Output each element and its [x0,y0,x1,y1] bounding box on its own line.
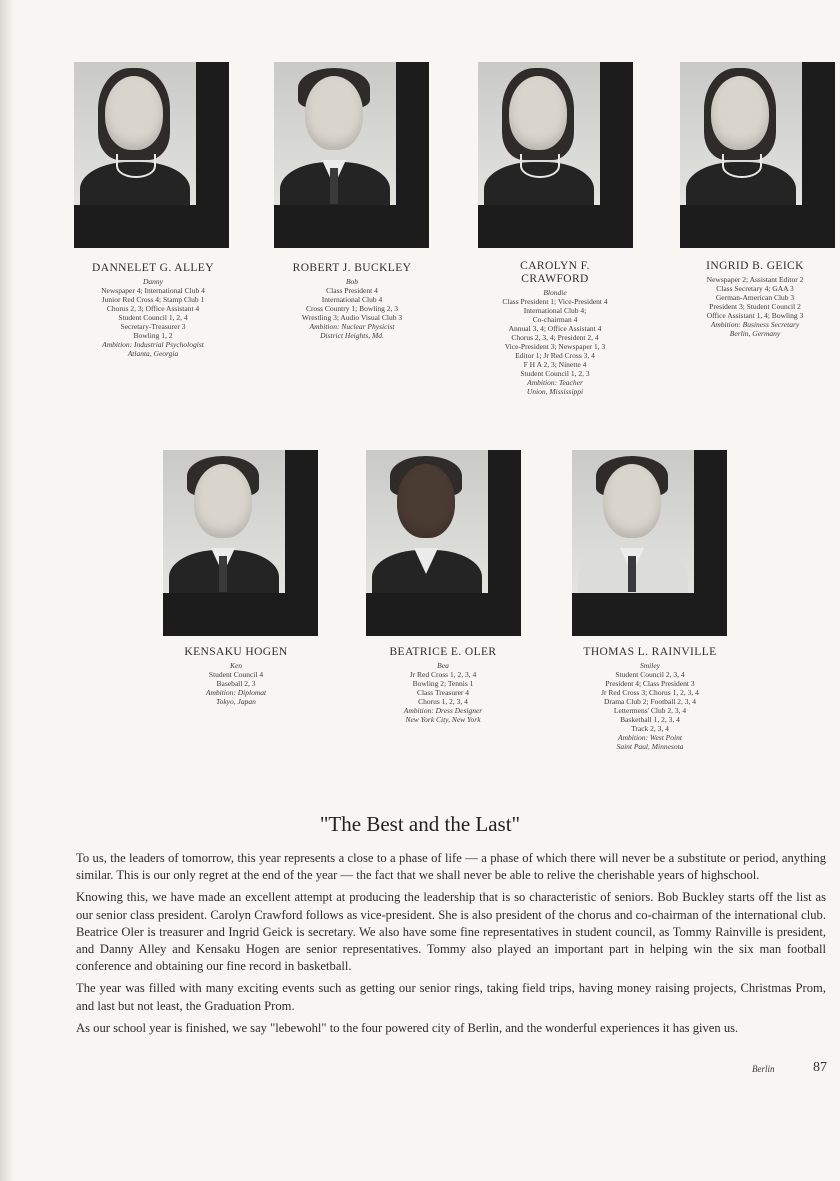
paragraph: To us, the leaders of tomorrow, this year represents a close to a phase of life — a phase of which there will never be a substitute or period, anything similar. This is our only regret at the end of the year — the fact that we shall never be able to relive the cherishable years of highschool. [76,851,826,883]
activity-line: Annual 3, 4; Office Assistant 4 [508,324,602,333]
student-name: THOMAS L. RAINVILLE [583,646,717,658]
activity-line: Vice-President 3; Newspaper 1, 3 [504,342,606,351]
activity-line: Class President 1; Vice-President 4 [502,297,608,306]
activity-line: Student Council 2, 3, 4 [615,670,685,679]
portrait-photo-alley [74,62,229,248]
activity-line: President 3; Student Council 2 [709,302,801,311]
page-number: 87 [813,1060,827,1075]
portrait-photo-rainville [572,450,727,636]
activity-line: Class President 4 [326,286,378,295]
paragraph: The year was filled with many exciting events such as getting our senior rings, taking field trips, having money raising projects, Christmas Prom, and last but not least, the Graduation Prom. [76,981,826,1013]
activity-line: Chorus 1, 2, 3, 4 [418,697,468,706]
student-ambition: Ambition: Business Secretary [710,320,800,329]
student-nickname: Danny [143,277,163,286]
student-ambition: Ambition: West Point [618,733,682,742]
activity-line: Bowling 2; Tennis 1 [412,679,474,688]
student-name: INGRID B. GEICK [706,260,804,272]
portrait-photo-crawford [478,62,633,248]
activity-line: Editor 1; Jr Red Cross 3, 4 [515,351,595,360]
portrait-photo-hogen [163,450,318,636]
caption-geick [670,260,840,338]
paragraph: Knowing this, we have made an excellent attempt at producing the leadership that is so characteristic of seniors. Bob Buckley starts off the list as our senior class president. Carolyn Crawford follows as vice-president. She is also president of the chorus and co-chairman of the international club. Beatrice Oler is treasurer and Ingrid Geick is secretary. We also have some fine representatives in student council, as Tommy Rainville is president, and Danny Alley and Kensaku Hogen are senior representatives. Tommy also played an important part in helping win the six man football conference and obtaining our fine record in basketball. [76,890,826,974]
activity-line: German-American Club 3 [715,293,795,302]
activity-line: Student Council 1, 2, 4 [118,313,188,322]
student-hometown: Berlin, Germany [729,329,781,338]
student-name: DANNELET G. ALLEY [92,262,214,274]
activity-line: Drama Club 2; Football 2, 3, 4 [603,697,697,706]
page-binding-edge [0,0,14,1181]
portrait-photo-buckley [274,62,429,248]
caption-crawford [470,260,640,396]
activity-line: International Club 4; [523,306,587,315]
activity-line: Student Council 4 [208,670,264,679]
portrait-photo-geick [680,62,835,248]
activity-line: Lettermens' Club 2, 3, 4 [613,706,687,715]
activity-line: Jr Red Cross 1, 2, 3, 4 [409,670,477,679]
paragraph: As our school year is finished, we say "lebewohl" to the four powered city of Berlin, and the wonderful experiences it has given us. [76,1020,739,1035]
footer-book-title: Berlin [752,1064,775,1074]
activity-line: Chorus 2, 3; Office Assistant 4 [106,304,200,313]
student-ambition: Ambition: Industrial Psychologist [102,340,204,349]
caption-buckley [267,262,437,340]
activity-line: Chorus 2, 3, 4; President 2, 4 [511,333,599,342]
activity-line: Class Treasurer 4 [416,688,470,697]
body-text [76,850,826,1042]
activity-line: Cross Country 1; Bowling 2, 3 [305,304,399,313]
student-hometown: Tokyo, Japan [216,697,256,706]
student-name: ROBERT J. BUCKLEY [292,262,412,274]
student-nickname: Smiley [640,661,660,670]
caption-hogen [151,646,321,706]
student-nickname: Blondie [543,288,567,297]
caption-oler [358,646,528,724]
student-hometown: Saint Paul, Minnesota [616,742,684,751]
student-hometown: District Heights, Md. [320,331,384,340]
activity-line: Jr Red Cross 3; Chorus 1, 2, 3, 4 [601,688,699,697]
activity-line: Baseball 2, 3 [216,679,256,688]
activity-line: President 4; Class President 3 [605,679,695,688]
activity-line: Wrestling 3; Audio Visual Club 3 [301,313,403,322]
caption-rainville [565,646,735,751]
student-ambition: Ambition: Nuclear Physicist [309,322,395,331]
student-nickname: Bea [437,661,449,670]
activity-line: Co-chairman 4 [532,315,578,324]
portrait-photo-oler [366,450,521,636]
caption-alley [68,262,238,358]
student-ambition: Ambition: Teacher [527,378,583,387]
student-ambition: Ambition: Dress Designer [403,706,483,715]
student-nickname: Ken [229,661,243,670]
student-name: BEATRICE E. OLER [389,646,497,658]
student-hometown: Atlanta, Georgia [127,349,179,358]
student-nickname: Bob [345,277,359,286]
activity-line: Track 2, 3, 4 [631,724,669,733]
activity-line: Newspaper 4; International Club 4 [101,286,205,295]
activity-line: Student Council 1, 2, 3 [520,369,590,378]
activity-line: F H A 2, 3; Ninette 4 [523,360,587,369]
activity-line: Bowling 1, 2 [133,331,173,340]
activity-line: Class Secretary 4; GAA 3 [716,284,794,293]
section-heading: "The Best and the Last" [319,812,521,836]
student-ambition: Ambition: Diplomat [205,688,267,697]
activity-line: Newspaper 2; Assistant Editor 2 [706,275,804,284]
activity-line: Secretary-Treasurer 3 [120,322,186,331]
activity-line: Office Assistant 1, 4; Bowling 3 [706,311,804,320]
activity-line: Basketball 1, 2, 3, 4 [620,715,680,724]
student-name: CAROLYN F. CRAWFORD [520,260,590,285]
activity-line: Junior Red Cross 4; Stamp Club 1 [101,295,205,304]
student-hometown: Union, Mississippi [526,387,584,396]
student-name: KENSAKU HOGEN [184,646,288,658]
activity-line: International Club 4 [321,295,383,304]
student-hometown: New York City, New York [405,715,481,724]
